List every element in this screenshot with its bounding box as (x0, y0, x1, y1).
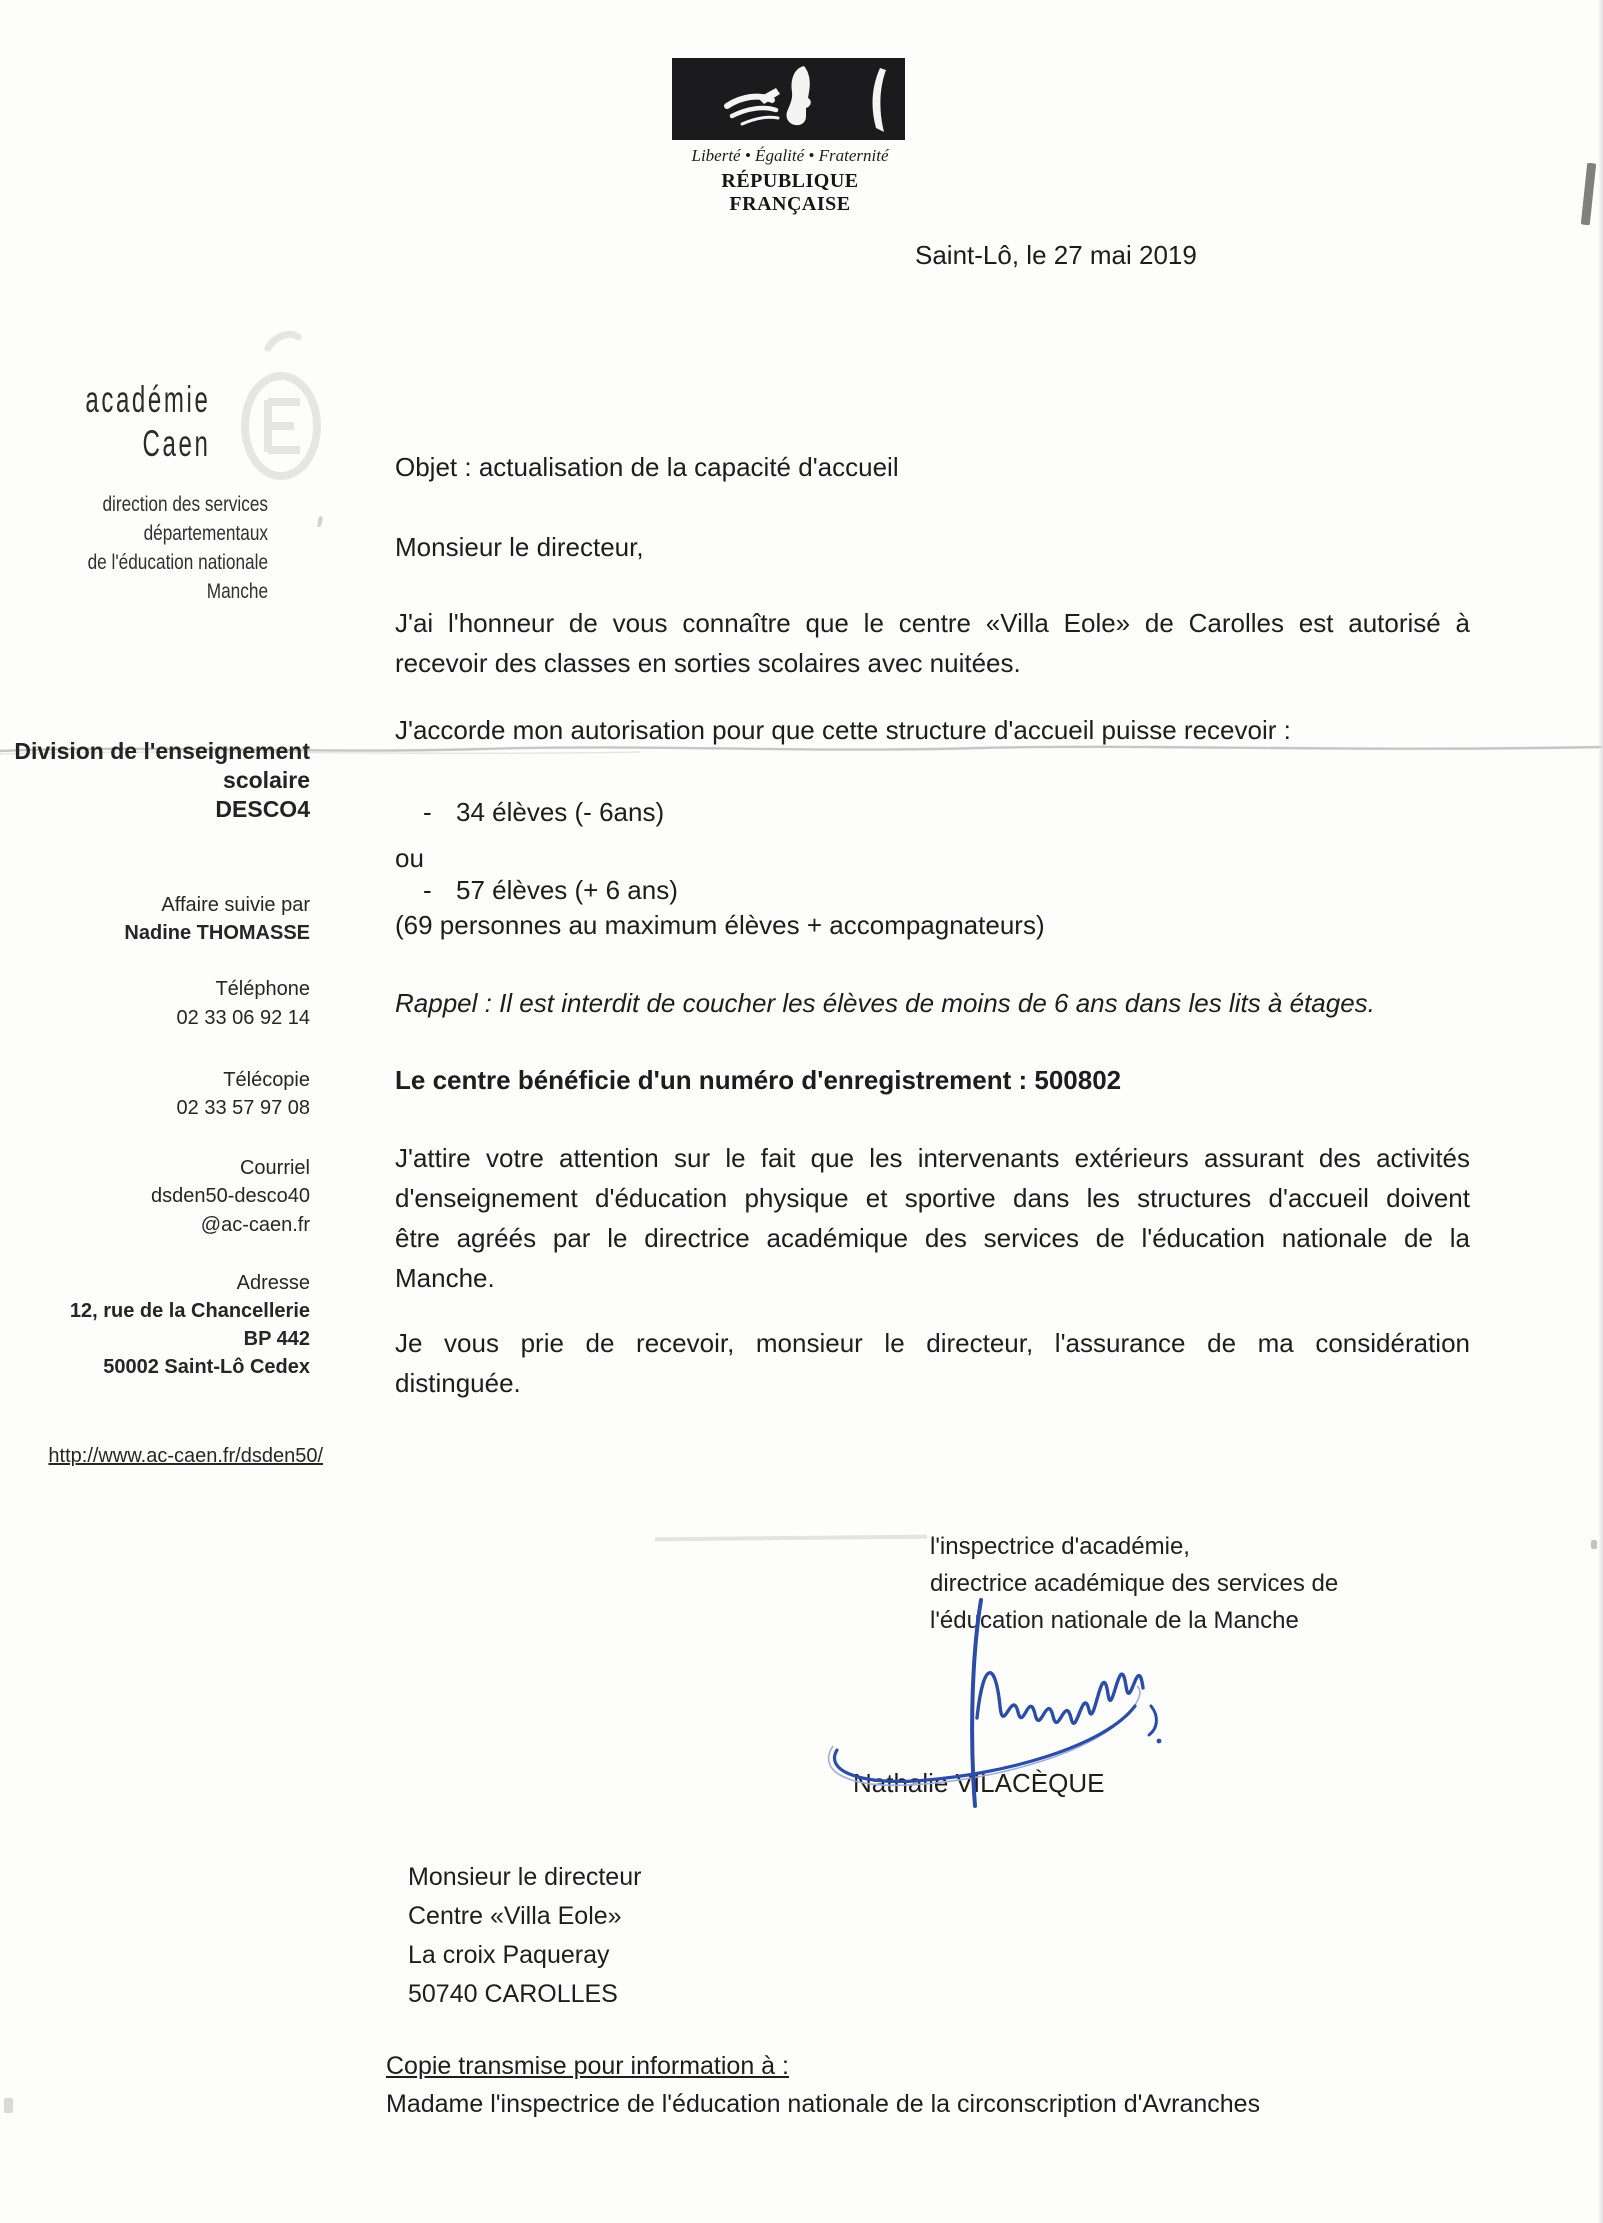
paragraph-authorization: J'accorde mon autorisation pour que cette structure d'accueil puisse recevoir : (395, 715, 1291, 745)
marianne-motto: Liberté • Égalité • Fraternité (691, 146, 889, 165)
affaire-label: Affaire suivie par (161, 894, 310, 916)
division-line: DESCO4 (215, 796, 310, 822)
registration-number-line: Le centre bénéficie d'un numéro d'enregistrement : 500802 (395, 1065, 1122, 1095)
objet-line: Objet : actualisation de la capacité d'accueil (395, 452, 899, 482)
scan-artifact (1591, 1540, 1597, 1549)
affaire-name: Nadine THOMASSE (124, 922, 310, 944)
republique-francaise-label: RÉPUBLIQUE FRANÇAISE (721, 170, 859, 215)
direction-line: de l'éducation nationale (87, 551, 268, 574)
dateline: Saint-Lô, le 27 mai 2019 (915, 240, 1197, 270)
direction-line: direction des services (102, 493, 268, 516)
academy-logotype (85, 378, 210, 466)
email-label: Courriel (239, 1157, 310, 1179)
academie-e-watermark-icon (238, 328, 326, 498)
paragraph-line: être agréés par le directrice académique des services de l'éducation nationale de la (395, 1223, 1470, 1253)
direction-services-block (88, 490, 268, 606)
division-block (14, 737, 310, 824)
cc-recipient-line: Madame l'inspectrice de l'éducation nationale de la circonscription d'Avranches (386, 2090, 1261, 2118)
fax-label: Télécopie (223, 1069, 310, 1091)
address-line: 50002 Saint-Lô Cedex (103, 1356, 310, 1378)
recipient-address-block (408, 1858, 641, 2014)
email-line2: @ac-caen.fr (200, 1214, 310, 1236)
list-item-capacity-under6: 34 élèves (- 6ans) (456, 797, 665, 827)
rappel-note: Rappel : Il est interdit de coucher les élèves de moins de 6 ans dans les lits à étages. (395, 988, 1375, 1018)
direction-line: Manche (206, 580, 268, 603)
paragraph-line: J'ai l'honneur de vous connaître que le centre «Villa Eole» de Carolles est autorisé à (395, 608, 1470, 638)
academy-line2: Caen (142, 423, 210, 464)
recipient-line: Monsieur le directeur (408, 1863, 642, 1891)
signature-ink (815, 1588, 1185, 1813)
list-item-capacity-over6: 57 élèves (+ 6 ans) (456, 875, 678, 905)
signature-shadow-streak (655, 1535, 927, 1542)
recipient-line: La croix Paqueray (408, 1941, 610, 1969)
paragraph-line: Manche. (395, 1263, 495, 1293)
recipient-line: 50740 CAROLLES (408, 1980, 618, 2008)
salutation: Monsieur le directeur, (395, 532, 644, 562)
scan-artifact (4, 2098, 13, 2113)
phone-number: 02 33 06 92 14 (176, 1007, 310, 1029)
scan-artifact (1581, 163, 1596, 226)
email-line1: dsden50-desco40 (150, 1185, 310, 1207)
recipient-line: Centre «Villa Eole» (408, 1902, 622, 1930)
list-item-dash: - (423, 875, 432, 905)
closing-line: distinguée. (395, 1368, 521, 1398)
signatory-name: Nathalie VILACÈQUE (853, 1768, 1105, 1798)
phone-label: Téléphone (215, 978, 310, 1000)
max-persons-note: (69 personnes au maximum élèves + accompagnateurs) (395, 910, 1045, 940)
address-line: 12, rue de la Chancellerie (69, 1300, 310, 1322)
address-line: BP 442 (243, 1328, 310, 1350)
direction-line: départementaux (143, 522, 268, 545)
division-line: Division de l'enseignement (14, 738, 310, 764)
signatory-title-line: directrice académique des services de (930, 1570, 1339, 1597)
paragraph-line: recevoir des classes en sorties scolaires avec nuitées. (395, 648, 1021, 678)
paragraph-line: d'enseignement d'éducation physique et sportive dans les structures d'accueil doivent (395, 1183, 1470, 1213)
cc-label: Copie transmise pour information à : (386, 2052, 789, 2080)
list-item-dash: - (423, 797, 432, 827)
academy-line1: académie (84, 379, 210, 420)
signatory-title-line: l'éducation nationale de la Manche (930, 1607, 1299, 1634)
address-label: Adresse (236, 1272, 310, 1294)
list-connector-ou: ou (395, 843, 424, 873)
scan-artifact (317, 516, 323, 528)
division-line: scolaire (223, 767, 310, 793)
paragraph-line: J'attire votre attention sur le fait que les intervenants extérieurs assurant des activités (395, 1143, 1470, 1173)
signatory-title-line: l'inspectrice d'académie, (930, 1533, 1190, 1560)
marianne-logo (672, 58, 905, 140)
website-link: http://www.ac-caen.fr/dsden50/ (48, 1445, 323, 1467)
fax-number: 02 33 57 97 08 (176, 1097, 310, 1119)
scan-edge-shading (1598, 0, 1603, 2223)
closing-line: Je vous prie de recevoir, monsieur le directeur, l'assurance de ma considération (395, 1328, 1470, 1358)
